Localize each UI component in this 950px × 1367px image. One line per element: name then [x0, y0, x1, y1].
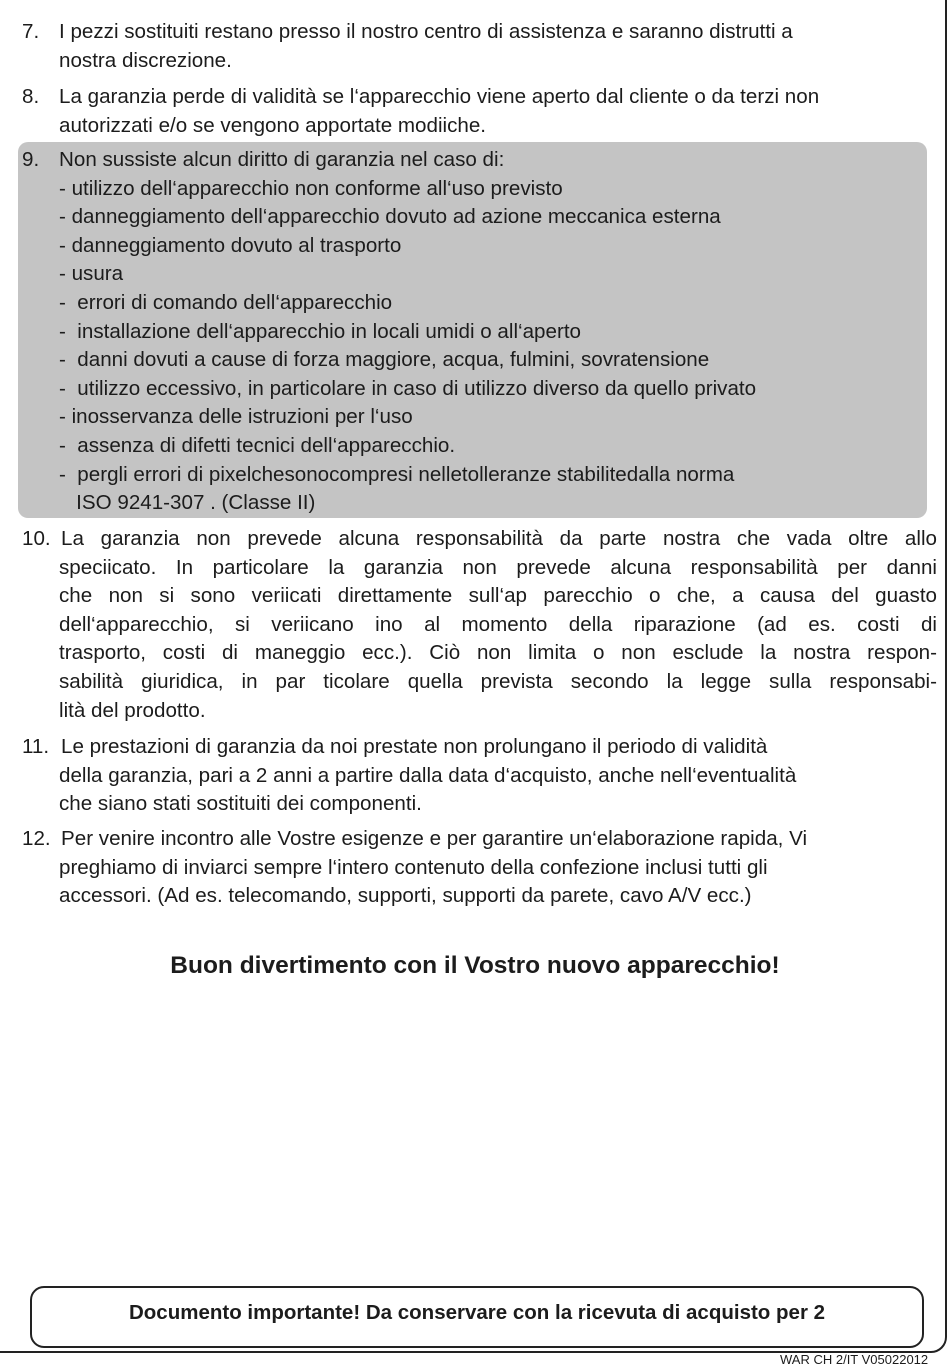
exclusion-bullet: - usura — [59, 262, 124, 286]
item-number: 11. — [22, 735, 50, 758]
list-item-11 — [22, 733, 937, 819]
list-item-7 — [22, 18, 937, 75]
exclusion-bullet: - danneggiamento dell‘apparecchio dovuto ad azione meccanica esterna — [59, 205, 721, 229]
item-line: Non sussiste alcun diritto di garanzia nel caso di: — [59, 148, 505, 171]
item-line: che siano stati sostituiti dei componenti. — [59, 792, 422, 816]
closing-message: Buon divertimento con il Vostro nuovo apparecchio! — [170, 952, 780, 979]
exclusion-bullet: - danneggiamento dovuto al trasporto — [59, 233, 402, 257]
document-code: WAR CH 2/IT V05022012 — [780, 1352, 929, 1367]
item-number: 8. — [22, 85, 40, 108]
exclusion-bullet: - assenza di difetti tecnici dell‘apparecchio. — [59, 433, 456, 457]
item-number: 12. — [22, 827, 51, 850]
item-line: La garanzia non prevede alcuna responsabilità da parte nostra che vada oltre allo — [61, 527, 937, 550]
list-item-12 — [22, 825, 937, 911]
item-line: della garanzia, pari a 2 anni a partire dalla data d‘acquisto, anche nell‘eventualità — [59, 763, 797, 787]
exclusion-bullet: - inosservanza delle istruzioni per l‘uso — [59, 405, 413, 429]
item-line: sabilità giuridica, in par ticolare quella prevista secondo la legge sulla responsabi- — [59, 669, 937, 693]
notice-box — [30, 1286, 924, 1348]
exclusion-bullet: - utilizzo dell‘apparecchio non conforme all‘uso previsto — [59, 176, 563, 200]
item-line: I pezzi sostituiti restano presso il nostro centro di assistenza e saranno distrutti a — [59, 20, 793, 43]
item-line: trasporto, costi di maneggio ecc.). Ciò non limita o non esclude la nostra respon- — [59, 641, 937, 665]
item-line: lità del prodotto. — [59, 698, 206, 722]
item-line: La garanzia perde di validità se l‘apparecchio viene aperto dal cliente o da terzi non — [59, 85, 820, 108]
item-number: 9. — [22, 148, 40, 171]
item-line: speciicato. In particolare la garanzia non prevede alcuna responsabilità per danni — [59, 555, 937, 579]
exclusion-bullet: - installazione dell‘apparecchio in locali umidi o all‘aperto — [59, 319, 581, 343]
item-line: nostra discrezione. — [59, 48, 232, 72]
exclusion-bullet-continuation: ISO 9241-307 . (Classe II) — [59, 491, 316, 515]
list-item-10 — [22, 525, 937, 725]
item-number: 7. — [22, 20, 40, 43]
item-number: 10. — [22, 527, 51, 550]
item-line: Per venire incontro alle Vostre esigenze e per garantire un‘elaborazione rapida, Vi — [61, 827, 808, 850]
exclusion-bullet: - utilizzo eccessivo, in particolare in caso di utilizzo diverso da quello privato — [59, 376, 757, 400]
item-line: che non si sono veriicati direttamente sull‘ap parecchio o che, a causa del guasto — [59, 584, 937, 608]
exclusion-bullet: - danni dovuti a cause di forza maggiore, acqua, fulmini, sovratensione — [59, 348, 710, 372]
item-line: preghiamo di inviarci sempre l‘intero contenuto della confezione inclusi tutti gli — [59, 855, 768, 879]
exclusion-bullet: - errori di comando dell‘apparecchio — [59, 290, 393, 314]
exclusion-bullet: - pergli errori di pixelchesonocompresi nelletolleranze stabilitedalla norma — [59, 462, 735, 486]
list-item-8 — [22, 83, 937, 140]
item-line: dell‘apparecchio, si veriicano ino al momento della riparazione (ad es. costi di — [59, 612, 937, 636]
notice-text: Documento importante! Da conservare con la ricevuta di acquisto per 2 — [128, 1301, 826, 1324]
item-line: Le prestazioni di garanzia da noi prestate non prolungano il periodo di validità — [61, 735, 768, 758]
item-line: autorizzati e/o se vengono apportate modiiche. — [59, 113, 487, 137]
item-line: accessori. (Ad es. telecomando, supporti, supporti da parete, cavo A/V ecc.) — [59, 884, 752, 908]
list-item-9 — [22, 146, 937, 518]
